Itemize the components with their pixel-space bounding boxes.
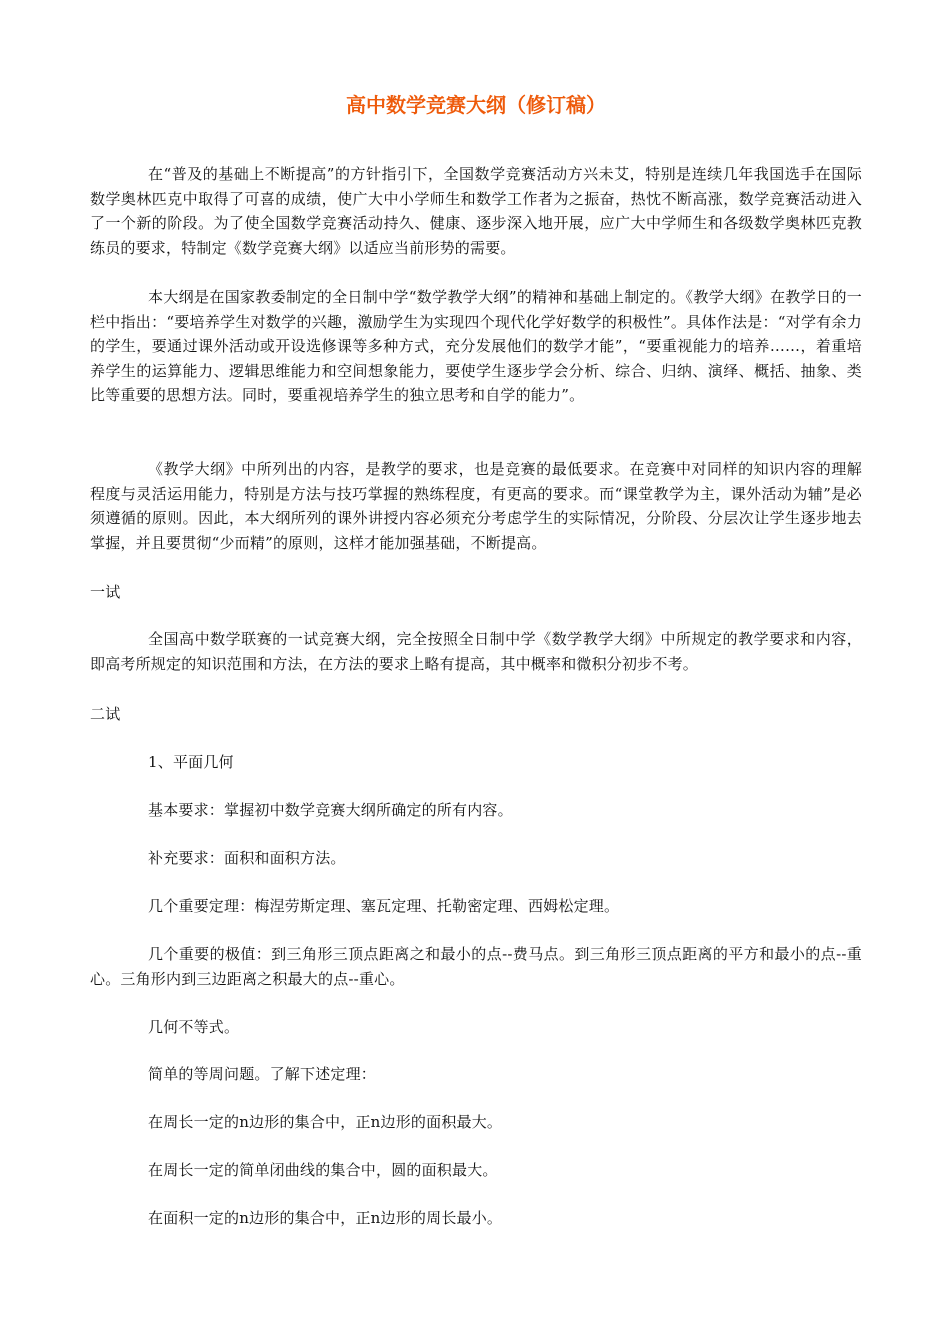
- first-round-paragraph: 全国高中数学联赛的一试竞赛大纲，完全按照全日制中学《数学教学大纲》中所规定的教学要求和内容，即高考所规定的知识范围和方法，在方法的要求上略有提高，其中概率和微积分初步不考。: [90, 630, 862, 673]
- intro-paragraph-3: 《教学大纲》中所列出的内容，是教学的要求，也是竞赛的最低要求。在竞赛中对同样的知识内容的理解程度与灵活运用能力，特别是方法与技巧掌握的熟练程度，有更高的要求。而“课堂教学为主，课外活动为辅”是必须遵循的原则。因此，本大纲所列的课外讲授内容必须充分考虑学生的实际情况，分阶段、分层次让学生逐步地去掌握，并且要贯彻“少而精”的原则，这样才能加强基础，不断提高。: [90, 460, 862, 552]
- intro-paragraph-2: 本大纲是在国家教委制定的全日制中学“数学教学大纲”的精神和基础上制定的。《教学大纲》在教学日的一栏中指出：“要培养学生对数学的兴趣，激励学生为实现四个现代化学好数学的积极性”。具体作法是：“对学有余力的学生，要通过课外活动或开设选修课等多种方式，充分发展他们的数学才能”，“要重视能力的培养……，着重培养学生的运算能力、逻辑思维能力和空间想象能力，要使学生逐步学会分析、综合、归纳、演绎、概括、抽象、类比等重要的思想方法。同时，要重视培养学生的独立思考和自学的能力”。: [90, 288, 862, 404]
- isoperimetric-fact-1: 在周长一定的n边形的集合中，正n边形的面积最大。: [148, 1113, 503, 1131]
- section-heading-first-round: 一试: [90, 583, 121, 601]
- section-heading-second-round: 二试: [90, 705, 121, 723]
- isoperimetric-fact-3: 在面积一定的n边形的集合中，正n边形的周长最小。: [148, 1209, 503, 1227]
- geometric-inequality: 几何不等式。: [148, 1018, 240, 1036]
- important-extremes: 几个重要的极值：到三角形三顶点距离之和最小的点--费马点。到三角形三顶点距离的平方和最小的点--重心。三角形内到三边距离之积最大的点--重心。: [90, 945, 862, 988]
- important-theorems: 几个重要定理：梅涅劳斯定理、塞瓦定理、托勒密定理、西姆松定理。: [148, 897, 620, 915]
- isoperimetric-problem: 简单的等周问题。了解下述定理：: [148, 1065, 377, 1083]
- extra-requirement: 补充要求：面积和面积方法。: [148, 849, 346, 867]
- document-title: 高中数学竞赛大纲（修订稿）: [346, 93, 606, 117]
- topic-plane-geometry: 1、平面几何: [148, 753, 234, 771]
- isoperimetric-fact-2: 在周长一定的简单闭曲线的集合中，圆的面积最大。: [148, 1161, 498, 1179]
- intro-paragraph-1: 在“普及的基础上不断提高”的方针指引下，全国数学竞赛活动方兴未艾，特别是连续几年我国选手在国际数学奥林匹克中取得了可喜的成绩，使广大中小学师生和数学工作者为之振奋，热忱不断高涨，数学竞赛活动进入了一个新的阶段。为了使全国数学竞赛活动持久、健康、逐步深入地开展，应广大中学师生和各级数学奥林匹克教练员的要求，特制定《数学竞赛大纲》以适应当前形势的需要。: [90, 165, 862, 257]
- basic-requirement: 基本要求：掌握初中数学竞赛大纲所确定的所有内容。: [148, 801, 513, 819]
